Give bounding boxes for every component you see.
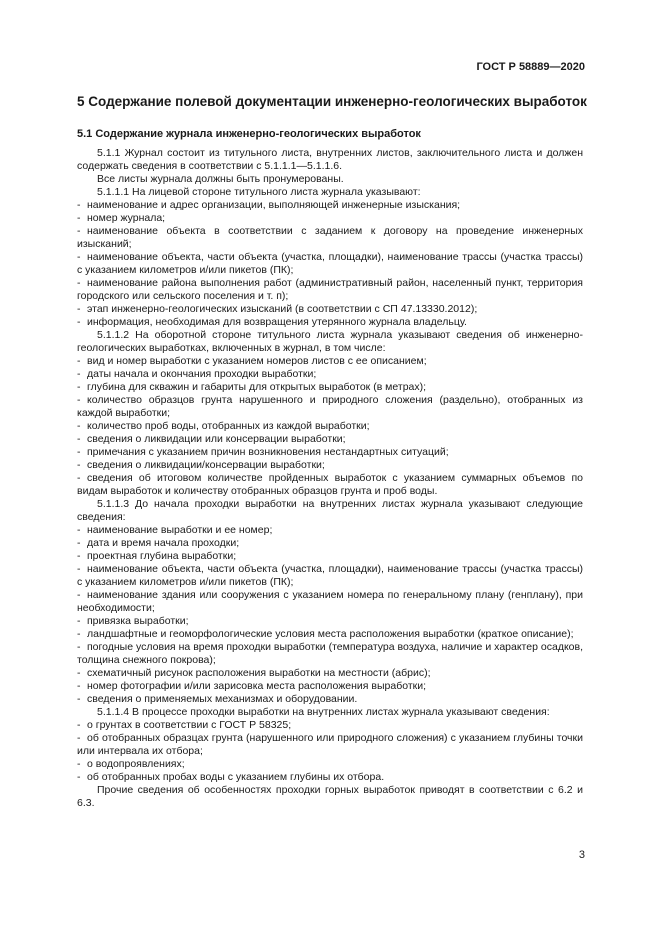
paragraph: 5.1.1.1 На лицевой стороне титульного листа журнала указывают: <box>97 186 421 198</box>
list-item <box>77 394 583 420</box>
list-item <box>77 537 583 550</box>
list-dash: - <box>77 381 81 393</box>
list-dash: - <box>77 537 81 549</box>
list-item <box>77 732 583 758</box>
list-item <box>77 719 583 732</box>
list-dash: - <box>77 771 81 783</box>
list-item-text: этап инженерно-геологических изысканий (в соответствии с СП 47.13330.2012); <box>87 303 478 315</box>
section-title: 5 Содержание полевой документации инженерно-геологических выработок <box>77 94 587 109</box>
list-dash: - <box>77 225 81 237</box>
list-dash: - <box>77 732 81 744</box>
list-item-text: погодные условия на время проходки выработки (температура воздуха, наличие и характер осадков, толщина снежного покрова); <box>77 641 583 666</box>
list-item <box>77 472 583 498</box>
list-dash: - <box>77 212 81 224</box>
list-dash: - <box>77 446 81 458</box>
list-dash: - <box>77 368 81 380</box>
list-dash: - <box>77 251 81 263</box>
list-dash: - <box>77 199 81 211</box>
list-item-text: глубина для скважин и габариты для открытых выработок (в метрах); <box>87 381 427 393</box>
list-dash: - <box>77 394 81 406</box>
list-item-text: дата и время начала проходки; <box>87 537 240 549</box>
list-item <box>77 446 583 459</box>
list-item <box>77 355 583 368</box>
list-item-text: наименование выработки и ее номер; <box>87 524 273 536</box>
list-item <box>77 459 583 472</box>
list-dash: - <box>77 615 81 627</box>
list-item-text: об отобранных пробах воды с указанием глубины их отбора. <box>87 771 385 783</box>
list-item-text: информация, необходимая для возвращения утерянного журнала владельцу. <box>87 316 467 328</box>
list-item-text: сведения об итоговом количестве пройденных выработок с указанием суммарных объемов по видам выработок и количеству отобранных образцов грунта и проб воды. <box>77 472 583 497</box>
list-item <box>77 563 583 589</box>
list-dash: - <box>77 628 81 640</box>
document-body <box>77 147 583 810</box>
list-dash: - <box>77 693 81 705</box>
list-dash: - <box>77 316 81 328</box>
list-item-text: количество проб воды, отобранных из каждой выработки; <box>87 420 370 432</box>
list-item-text: сведения о ликвидации/консервации выработки; <box>87 459 325 471</box>
list-item <box>77 199 583 212</box>
paragraph: 5.1.1.3 До начала проходки выработки на внутренних листах журнала указывают следующие сведения: <box>77 498 583 523</box>
list-dash: - <box>77 459 81 471</box>
list-item-text: номер журнала; <box>87 212 166 224</box>
list-item-text: наименование объекта, части объекта (участка, площадки), наименование трассы (участка трассы) с указанием километров и/или пикетов (ПК); <box>77 563 583 588</box>
list-item-text: наименование здания или сооружения с указанием номера по генеральному плану (генплану), при необходимости; <box>77 589 583 614</box>
paragraph: 5.1.1 Журнал состоит из титульного листа, внутренних листов, заключительного листа и должен содержать сведения в соответствии с 5.1.1.1—5.1.1.6. <box>77 147 583 172</box>
list-dash: - <box>77 433 81 445</box>
list-item <box>77 303 583 316</box>
list-item <box>77 225 583 251</box>
list-item <box>77 680 583 693</box>
list-item <box>77 316 583 329</box>
list-item-text: наименование объекта, части объекта (участка, площадки), наименование трассы (участка трассы) с указанием километров и/или пикетов (ПК); <box>77 251 583 276</box>
paragraph: 5.1.1.2 На оборотной стороне титульного листа журнала указывают сведения об инженерно-геологических выработках, включенных в журнал, в том числе: <box>77 329 583 354</box>
list-item-text: вид и номер выработки с указанием номеров листов с ее описанием; <box>87 355 427 367</box>
list-dash: - <box>77 719 81 731</box>
list-item-text: даты начала и окончания проходки выработки; <box>87 368 317 380</box>
subsection-title: 5.1 Содержание журнала инженерно-геологических выработок <box>77 128 421 140</box>
standard-designation: ГОСТ Р 58889—2020 <box>476 61 585 73</box>
list-dash: - <box>77 420 81 432</box>
list-item <box>77 368 583 381</box>
list-dash: - <box>77 472 81 484</box>
list-item <box>77 420 583 433</box>
list-item <box>77 550 583 563</box>
list-item-text: проектная глубина выработки; <box>87 550 237 562</box>
list-item-text: номер фотографии и/или зарисовка места расположения выработки; <box>87 680 426 692</box>
list-item-text: ландшафтные и геоморфологические условия места расположения выработки (краткое описание); <box>87 628 574 640</box>
list-item <box>77 251 583 277</box>
list-item-text: о грунтах в соответствии с ГОСТ Р 58325; <box>87 719 292 731</box>
list-item <box>77 524 583 537</box>
list-item-text: схематичный рисунок расположения выработки на местности (абрис); <box>87 667 431 679</box>
list-item <box>77 433 583 446</box>
list-item <box>77 771 583 784</box>
list-item-text: сведения о применяемых механизмах и оборудовании. <box>87 693 358 705</box>
list-item-text: примечания с указанием причин возникновения нестандартных ситуаций; <box>87 446 449 458</box>
list-dash: - <box>77 563 81 575</box>
paragraph: Все листы журнала должны быть пронумерованы. <box>97 173 344 185</box>
list-item <box>77 667 583 680</box>
list-dash: - <box>77 758 81 770</box>
list-item <box>77 693 583 706</box>
paragraph: Прочие сведения об особенностях проходки горных выработок приводят в соответствии с 6.2 и 6.3. <box>77 784 583 809</box>
list-item <box>77 641 583 667</box>
list-item <box>77 381 583 394</box>
list-item <box>77 589 583 615</box>
paragraph: 5.1.1.4 В процессе проходки выработки на внутренних листах журнала указывают сведения: <box>97 706 550 718</box>
list-item-text: наименование и адрес организации, выполняющей инженерные изыскания; <box>87 199 461 211</box>
list-item <box>77 628 583 641</box>
list-dash: - <box>77 550 81 562</box>
list-item-text: наименование объекта в соответствии с заданием к договору на проведение инженерных изысканий; <box>77 225 583 250</box>
list-dash: - <box>77 524 81 536</box>
list-dash: - <box>77 589 81 601</box>
list-item <box>77 615 583 628</box>
list-item-text: сведения о ликвидации или консервации выработки; <box>87 433 346 445</box>
list-item-text: наименование района выполнения работ (административный район, населенный пункт, территория городского или сельского поселения и т. п); <box>77 277 583 302</box>
page-number: 3 <box>578 849 585 861</box>
list-item-text: привязка выработки; <box>87 615 189 627</box>
list-item <box>77 212 583 225</box>
list-dash: - <box>77 355 81 367</box>
list-dash: - <box>77 680 81 692</box>
list-item <box>77 758 583 771</box>
list-item <box>77 277 583 303</box>
list-dash: - <box>77 277 81 289</box>
list-dash: - <box>77 667 81 679</box>
list-dash: - <box>77 641 81 653</box>
list-item-text: количество образцов грунта нарушенного и природного сложения (раздельно), отобранных из каждой выработки; <box>77 394 583 419</box>
list-item-text: о водопроявлениях; <box>87 758 185 770</box>
list-item-text: об отобранных образцах грунта (нарушенного или природного сложения) с указанием глубины точки или интервала их отбора; <box>77 732 583 757</box>
list-dash: - <box>77 303 81 315</box>
